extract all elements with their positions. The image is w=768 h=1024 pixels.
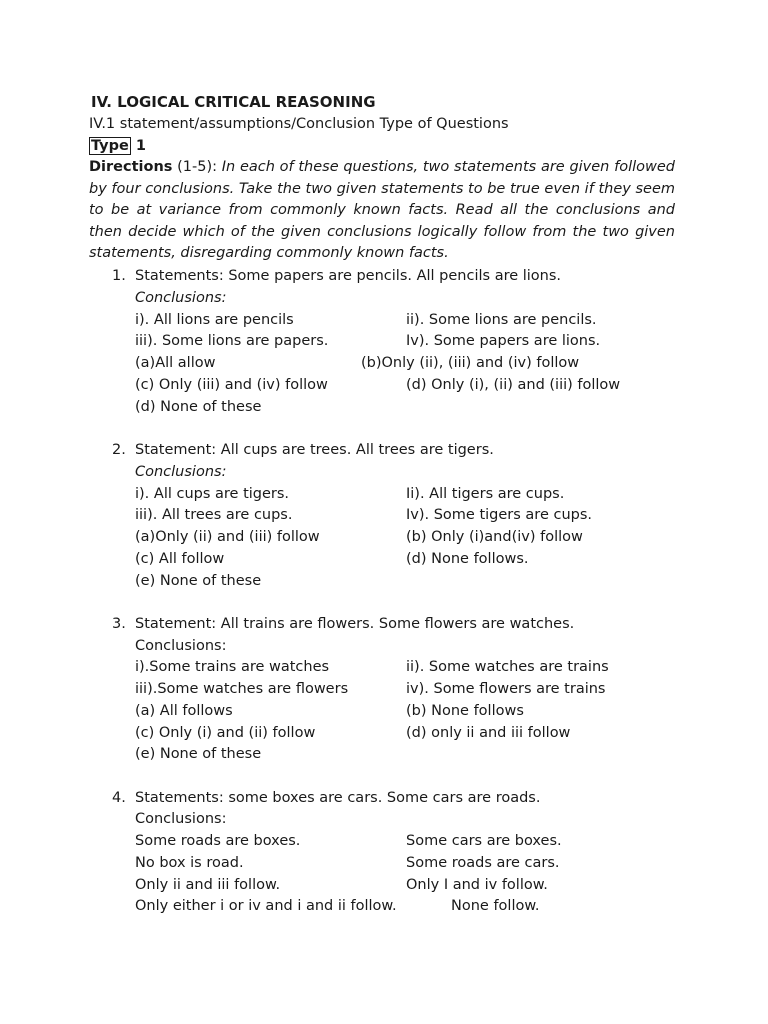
conclusion-item: iii). Some lions are papers. <box>135 333 329 349</box>
conclusion-item: iii).Some watches are flowers <box>135 681 349 697</box>
conclusion-item: ii). Some lions are pencils. <box>406 312 597 328</box>
answer-option: Only I and iv follow. <box>406 877 548 893</box>
directions-text: In each of these questions, two statements are given followed by four conclusions. Take the two given statements to be true even if they seem to be at variance from commonly known facts. Read all the conclusions and then decide which of the given conclusions logically follow from the two given statements, disregarding commonly known facts. <box>89 159 675 262</box>
conclusion-item: i). All cups are tigers. <box>135 486 290 502</box>
answer-option: (b)Only (ii), (iii) and (iv) follow <box>361 355 580 371</box>
conclusion-item: i). All lions are pencils <box>135 312 294 328</box>
conclusions-label: Conclusions: <box>135 811 227 827</box>
type-label-boxed: Type <box>91 138 129 154</box>
question-number: 1. <box>112 268 126 284</box>
conclusions-label: Conclusions: <box>135 464 227 480</box>
answer-option: (a) All follows <box>135 703 233 719</box>
question-number: 3. <box>112 616 126 632</box>
conclusion-item: No box is road. <box>135 855 244 871</box>
conclusion-item: Some roads are cars. <box>406 855 560 871</box>
answer-option: (d) None follows. <box>406 551 529 567</box>
question-statement: Statement: All cups are trees. All trees are tigers. <box>135 442 494 458</box>
question-statement: Statements: Some papers are pencils. All pencils are lions. <box>135 268 562 284</box>
conclusion-item: i).Some trains are watches <box>135 659 330 675</box>
type-label <box>89 136 146 156</box>
answer-option: (d) only ii and iii follow <box>406 725 571 741</box>
answer-option: (c) Only (iii) and (iv) follow <box>135 377 328 393</box>
conclusion-item: iv). Some flowers are trains <box>406 681 606 697</box>
conclusion-item: Iv). Some tigers are cups. <box>406 507 593 523</box>
answer-option: (a)All allow <box>135 355 216 371</box>
answer-option: Only ii and iii follow. <box>135 877 281 893</box>
answer-option: (b) None follows <box>406 703 524 719</box>
answer-option: None follow. <box>451 898 540 914</box>
directions-range: (1-5): <box>172 159 222 175</box>
conclusion-item: Some roads are boxes. <box>135 833 301 849</box>
answer-option: (d) Only (i), (ii) and (iii) follow <box>406 377 621 393</box>
conclusions-label: Conclusions: <box>135 290 227 306</box>
answer-option: (e) None of these <box>135 746 262 762</box>
answer-option: (a)Only (ii) and (iii) follow <box>135 529 320 545</box>
conclusion-item: Ii). All tigers are cups. <box>406 486 565 502</box>
question-statement: Statements: some boxes are cars. Some cars are roads. <box>135 790 541 806</box>
section-heading: IV. LOGICAL CRITICAL REASONING <box>91 93 376 111</box>
conclusion-item: Some cars are boxes. <box>406 833 562 849</box>
answer-option: Only either i or iv and i and ii follow. <box>135 898 397 914</box>
answer-option: (c) Only (i) and (ii) follow <box>135 725 316 741</box>
conclusion-item: ii). Some watches are trains <box>406 659 609 675</box>
conclusion-item: Iv). Some papers are lions. <box>406 333 601 349</box>
answer-option: (e) None of these <box>135 573 262 589</box>
section-subheading: IV.1 statement/assumptions/Conclusion Type of Questions <box>89 116 509 132</box>
conclusions-label: Conclusions: <box>135 638 227 654</box>
question-number: 2. <box>112 442 126 458</box>
question-statement: Statement: All trains are flowers. Some flowers are watches. <box>135 616 575 632</box>
answer-option: (b) Only (i)and(iv) follow <box>406 529 583 545</box>
conclusion-item: iii). All trees are cups. <box>135 507 293 523</box>
type-number: 1 <box>135 138 146 154</box>
directions-label: Directions <box>89 159 173 175</box>
question-number: 4. <box>112 790 126 806</box>
answer-option: (d) None of these <box>135 399 262 415</box>
answer-option: (c) All follow <box>135 551 225 567</box>
directions-paragraph <box>89 157 675 265</box>
